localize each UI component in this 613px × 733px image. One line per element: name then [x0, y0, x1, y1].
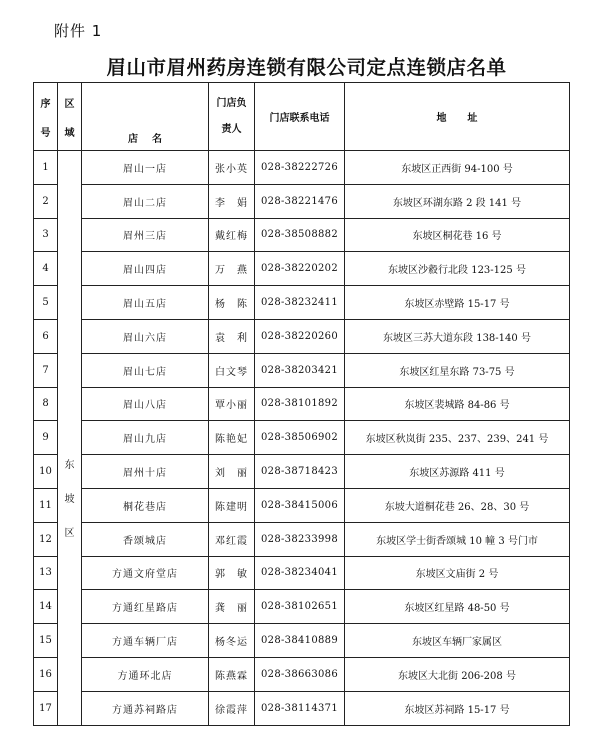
store-phone: 028-38220260 — [255, 319, 345, 353]
store-name: 眉州十店 — [82, 455, 209, 489]
row-index: 13 — [34, 556, 58, 590]
row-index: 9 — [34, 421, 58, 455]
store-address: 东坡区正西街 94-100 号 — [345, 151, 570, 185]
table-row — [34, 590, 570, 624]
region-char: 坡 — [64, 494, 75, 506]
store-phone: 028-38506902 — [255, 421, 345, 455]
manager-name: 龚 丽 — [209, 590, 255, 624]
manager-name: 覃小丽 — [209, 387, 255, 421]
store-address: 东坡区裴城路 84-86 号 — [345, 387, 570, 421]
table-row — [34, 286, 570, 320]
manager-name: 戴红梅 — [209, 218, 255, 252]
store-address: 东坡区赤壁路 15-17 号 — [345, 286, 570, 320]
row-index: 14 — [34, 590, 58, 624]
store-phone: 028-38233998 — [255, 522, 345, 556]
store-name: 眉州三店 — [82, 218, 209, 252]
store-address: 东坡区沙縠行北段 123-125 号 — [345, 252, 570, 286]
store-name: 方通车辆厂店 — [82, 624, 209, 658]
store-address: 东坡区三苏大道东段 138-140 号 — [345, 319, 570, 353]
manager-name: 徐霞萍 — [209, 691, 255, 725]
row-index: 6 — [34, 319, 58, 353]
store-address: 东坡区文庙街 2 号 — [345, 556, 570, 590]
header-index — [34, 83, 58, 151]
row-index: 5 — [34, 286, 58, 320]
store-name: 桐花巷店 — [82, 488, 209, 522]
store-name: 眉山六店 — [82, 319, 209, 353]
manager-name: 张小英 — [209, 151, 255, 185]
store-phone: 028-38415006 — [255, 488, 345, 522]
row-index: 2 — [34, 184, 58, 218]
store-address: 东坡区环湖东路 2 段 141 号 — [345, 184, 570, 218]
header-address-label: 地 址 — [436, 113, 478, 124]
store-address: 东坡区秋岚街 235、237、239、241 号 — [345, 421, 570, 455]
manager-name: 杨冬运 — [209, 624, 255, 658]
manager-name: 白文琴 — [209, 353, 255, 387]
row-index: 12 — [34, 522, 58, 556]
header-store-label: 店 名 — [128, 133, 162, 145]
table-row — [34, 556, 570, 590]
store-name: 眉山七店 — [82, 353, 209, 387]
table-row — [34, 488, 570, 522]
header-index-line2: 号 — [40, 127, 51, 139]
row-index: 3 — [34, 218, 58, 252]
region-char: 东 — [64, 460, 75, 472]
store-name: 眉山八店 — [82, 387, 209, 421]
store-name: 方通环北店 — [82, 657, 209, 691]
attachment-label: 附件 1 — [54, 22, 103, 40]
manager-name: 李 娟 — [209, 184, 255, 218]
store-name: 香颂城店 — [82, 522, 209, 556]
row-index: 15 — [34, 624, 58, 658]
manager-name: 陈艳妃 — [209, 421, 255, 455]
store-phone: 028-38101892 — [255, 387, 345, 421]
header-manager — [209, 83, 255, 151]
table-row — [34, 522, 570, 556]
row-index: 17 — [34, 691, 58, 725]
header-phone — [255, 83, 345, 151]
store-phone: 028-38114371 — [255, 691, 345, 725]
store-name: 眉山九店 — [82, 421, 209, 455]
table-row — [34, 218, 570, 252]
table-row — [34, 624, 570, 658]
manager-name: 陈燕霖 — [209, 657, 255, 691]
manager-name: 袁 利 — [209, 319, 255, 353]
table-row — [34, 421, 570, 455]
store-address: 东坡区苏源路 411 号 — [345, 455, 570, 489]
store-name: 眉山五店 — [82, 286, 209, 320]
store-phone: 028-38718423 — [255, 455, 345, 489]
store-address: 东坡区苏祠路 15-17 号 — [345, 691, 570, 725]
store-address: 东坡区学士街香颂城 10 幢 3 号门市 — [345, 522, 570, 556]
manager-name: 陈建明 — [209, 488, 255, 522]
store-phone: 028-38220202 — [255, 252, 345, 286]
table-row — [34, 319, 570, 353]
store-address: 东坡大道桐花巷 26、28、30 号 — [345, 488, 570, 522]
header-index-line1: 序 — [40, 98, 51, 110]
store-address: 东坡区车辆厂家属区 — [345, 624, 570, 658]
manager-name: 郭 敏 — [209, 556, 255, 590]
header-manager-label: 门店负责人 — [216, 97, 247, 135]
region-cell — [58, 151, 82, 726]
store-address: 东坡区红星路 48-50 号 — [345, 590, 570, 624]
row-index: 7 — [34, 353, 58, 387]
header-region-line1: 区 — [64, 98, 75, 110]
table-row — [34, 691, 570, 725]
store-name: 眉山二店 — [82, 184, 209, 218]
row-index: 8 — [34, 387, 58, 421]
store-phone: 028-38410889 — [255, 624, 345, 658]
row-index: 16 — [34, 657, 58, 691]
row-index: 4 — [34, 252, 58, 286]
table-header-row — [34, 83, 570, 151]
table-row — [34, 657, 570, 691]
header-region — [58, 83, 82, 151]
row-index: 11 — [34, 488, 58, 522]
store-phone: 028-38222726 — [255, 151, 345, 185]
header-address — [345, 83, 570, 151]
manager-name: 杨 陈 — [209, 286, 255, 320]
store-name: 方通文府堂店 — [82, 556, 209, 590]
table-row — [34, 184, 570, 218]
header-store — [82, 83, 209, 151]
document-title: 眉山市眉州药房连锁有限公司定点连锁店名单 — [106, 56, 507, 79]
store-name: 眉山四店 — [82, 252, 209, 286]
header-phone-label: 门店联系电话 — [269, 113, 330, 124]
store-phone: 028-38221476 — [255, 184, 345, 218]
store-address: 东坡区红星东路 73-75 号 — [345, 353, 570, 387]
table-row — [34, 353, 570, 387]
store-phone: 028-38203421 — [255, 353, 345, 387]
store-name: 眉山一店 — [82, 151, 209, 185]
manager-name: 邓红霞 — [209, 522, 255, 556]
store-name: 方通苏祠路店 — [82, 691, 209, 725]
table-row — [34, 455, 570, 489]
manager-name: 万 燕 — [209, 252, 255, 286]
manager-name: 刘 丽 — [209, 455, 255, 489]
store-phone: 028-38234041 — [255, 556, 345, 590]
row-index: 10 — [34, 455, 58, 489]
table-row — [34, 151, 570, 185]
store-list-table — [33, 82, 570, 726]
table-row — [34, 252, 570, 286]
header-region-line2: 域 — [64, 127, 75, 139]
store-phone: 028-38232411 — [255, 286, 345, 320]
store-phone: 028-38102651 — [255, 590, 345, 624]
row-index: 1 — [34, 151, 58, 185]
store-address: 东坡区桐花巷 16 号 — [345, 218, 570, 252]
store-phone: 028-38663086 — [255, 657, 345, 691]
region-char: 区 — [64, 528, 75, 540]
store-name: 方通红星路店 — [82, 590, 209, 624]
store-phone: 028-38508882 — [255, 218, 345, 252]
store-address: 东坡区大北街 206-208 号 — [345, 657, 570, 691]
table-row — [34, 387, 570, 421]
